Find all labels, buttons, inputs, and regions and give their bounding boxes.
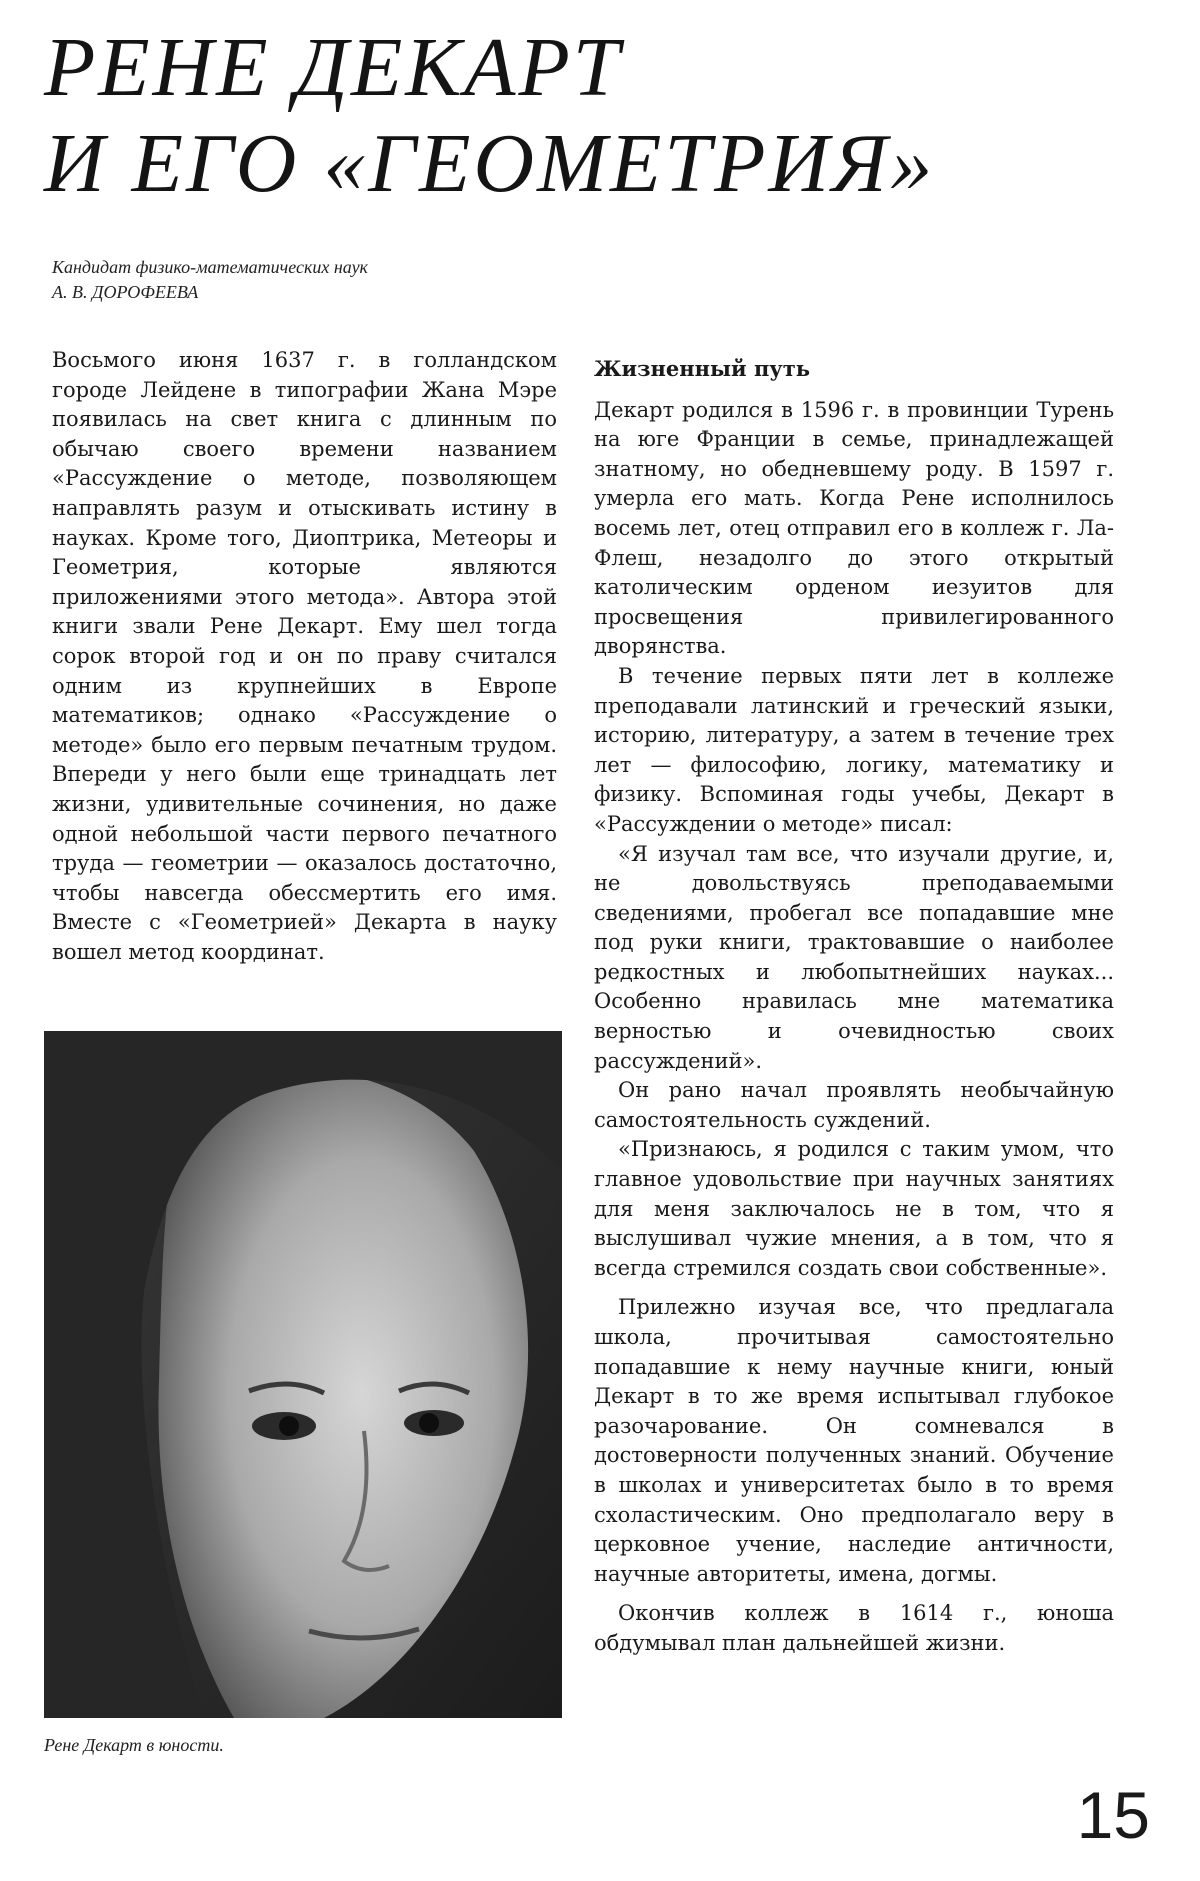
photo-caption: Рене Декарт в юности. xyxy=(44,1735,224,1755)
page-number: 15 xyxy=(1076,1778,1150,1852)
author-name: А. В. ДОРОФЕЕВА xyxy=(52,282,199,302)
right-column xyxy=(594,354,1114,1659)
portrait-photo xyxy=(44,1031,562,1718)
author-degree: Кандидат физико-математических наук xyxy=(52,257,368,277)
paragraph: Он рано начал проявлять необычайную самостоятельность суждений. xyxy=(594,1078,1114,1132)
title-line-1: РЕНЕ ДЕКАРТ xyxy=(44,21,623,114)
paragraph: Декарт родился в 1596 г. в провинции Турень на юге Франции в семье, принадлежащей знатному, но обедневшему роду. В 1597 г. умерла его мать. Когда Рене исполнилось восемь лет, отец отправил его в коллеж г. Ла-Флеш, незадолго до этого открытый католическим орденом иезуитов для просвещения привилегированного дворянства. xyxy=(594,397,1114,659)
title-line-2: И ЕГО «ГЕОМЕТРИЯ» xyxy=(44,117,936,210)
left-column xyxy=(52,346,557,967)
paragraph: В течение первых пяти лет в коллеже преподавали латинский и греческий языки, историю, литературу, а затем в течение трех лет — философию, логику, математику и физику. Вспоминая годы учебы, Декарт в «Рассуждении о методе» писал: xyxy=(594,663,1114,836)
portrait-illustration xyxy=(44,1031,562,1718)
quote-paragraph: «Я изучал там все, что изучали другие, и, не довольствуясь преподаваемыми сведениями, пробегал все попадавшие мне под руки книги, трактовавшие о наиболее редкостных и любопытнейших науках... Особенно нравилась мне математика верностью и очевидностью своих рассуждений». xyxy=(594,841,1114,1073)
quote-paragraph: «Признаюсь, я родился с таким умом, что главное удовольствие при научных занятиях для меня заключалось не в том, что я выслушивал чужие мнения, а в том, что я всегда стремился создать свои собственные». xyxy=(594,1137,1114,1280)
section-heading: Жизненный путь xyxy=(594,356,811,381)
paragraph: Окончив коллеж в 1614 г., юноша обдумывал план дальнейшей жизни. xyxy=(594,1601,1114,1655)
paragraph: Прилежно изучая все, что предлагала школа, прочитывая самостоятельно попадавшие к нему научные книги, юный Декарт в то же время испытывал глубокое разочарование. Он сомневался в достоверности полученных знаний. Обучение в школах и университетах было в то время схоластическим. Оно предполагало веру в церковное учение, наследие античности, научные авторитеты, имена, догмы. xyxy=(594,1295,1114,1586)
intro-paragraph: Восьмого июня 1637 г. в голландском городе Лейдене в типографии Жана Мэре появилась на свет книга с длинным по обычаю своего времени названием «Рассуждение о методе, позволяющем направлять разум и отыскивать истину в науках. Кроме того, Диоптрика, Метеоры и Геометрия, которые являются приложениями этого метода». Автора этой книги звали Рене Декарт. Ему шел тогда сорок второй год и он по праву считался одним из крупнейших в Европе математиков; однако «Рассуждение о методе» было его первым печатным трудом. Впереди у него были еще тринадцать лет жизни, удивительные сочинения, но даже одной небольшой части первого печатного труда — геометрии — оказалось достаточно, чтобы навсегда обессмертить его имя. Вместе с «Геометрией» Декарта в науку вошел метод координат. xyxy=(52,348,557,964)
author-byline xyxy=(52,255,552,305)
article-title xyxy=(44,20,1044,212)
